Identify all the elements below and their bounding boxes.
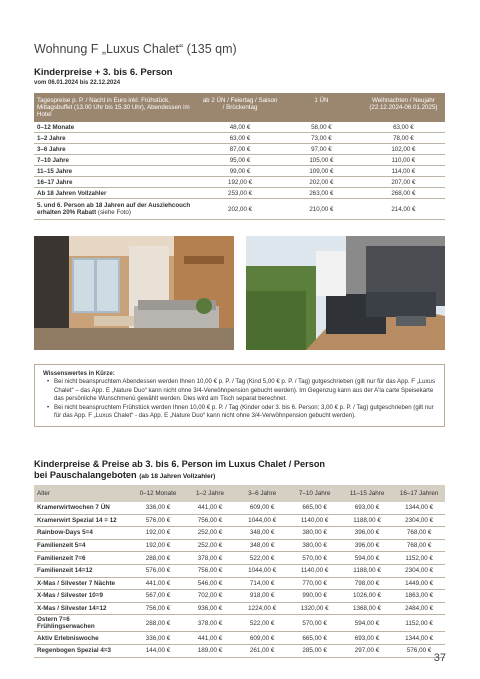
package-name: X-Mas / Silvester 14=12 [34,602,132,615]
price-cell: 441,00 € [184,502,236,514]
price-cell: 1152,00 € [393,552,445,565]
price-cell: 288,00 € [132,552,184,565]
price-cell: 2304,00 € [393,564,445,577]
price-cell: 102,00 € [362,144,445,155]
price-cell: 609,00 € [236,502,288,514]
row-label [34,199,199,220]
price-cell: 936,00 € [184,602,236,615]
page-title: Wohnung F „Luxus Chalet“ (135 qm) [34,42,237,56]
price-cell: 1368,00 € [341,602,393,615]
table2-header: 0–12 Monate [132,485,184,502]
section2-heading-line2-text: bei Pauschalangeboten [34,470,137,480]
price-cell: 1320,00 € [288,602,340,615]
price-cell: 594,00 € [341,552,393,565]
table2-row [34,527,445,540]
price-cell: 756,00 € [184,564,236,577]
price-cell: 1026,00 € [341,590,393,603]
row-label: 16–17 Jahre [34,177,199,188]
price-cell: 609,00 € [236,632,288,645]
table2-row [34,539,445,552]
price-cell: 1152,00 € [393,615,445,632]
price-cell: 297,00 € [341,644,393,657]
table2-row [34,514,445,527]
price-cell: 693,00 € [341,632,393,645]
price-cell: 63,00 € [362,122,445,133]
price-cell: 576,00 € [393,644,445,657]
price-cell: 1188,00 € [341,514,393,527]
price-cell: 1449,00 € [393,577,445,590]
price-cell: 192,00 € [199,177,281,188]
price-cell: 576,00 € [132,514,184,527]
table1-row [34,166,445,177]
package-name: Familienzeit 7=6 [34,552,132,565]
price-cell: 1188,00 € [341,564,393,577]
price-table-1 [34,93,445,220]
price-cell: 114,00 € [362,166,445,177]
table1-row [34,199,445,220]
package-name: Kramerwirtwochen 7 ÜN [34,502,132,514]
package-name: Regenbogen Spezial 4=3 [34,644,132,657]
table2-header: 11–15 Jahre [341,485,393,502]
price-cell: 378,00 € [184,552,236,565]
table1-header-2: 1 ÜN [281,93,362,122]
price-cell: 202,00 € [281,177,362,188]
table1-row [34,177,445,188]
price-cell: 522,00 € [236,552,288,565]
price-cell: 665,00 € [288,632,340,645]
price-cell: 441,00 € [184,632,236,645]
package-name: X-Mas / Silvester 7 Nächte [34,577,132,590]
package-name: Aktiv Erlebniswoche [34,632,132,645]
price-cell: 378,00 € [184,615,236,632]
price-cell: 396,00 € [341,539,393,552]
price-cell: 2484,00 € [393,602,445,615]
table1-row [34,188,445,199]
price-cell: 336,00 € [132,502,184,514]
row-label: 11–15 Jahre [34,166,199,177]
section1-heading: Kinderpreise + 3. bis 6. Person [34,67,173,78]
table1-row [34,144,445,155]
price-cell: 990,00 € [288,590,340,603]
price-cell: 95,00 € [199,155,281,166]
table1-header-0: Tagespreise p. P. / Nacht in Euro inkl. Frühstück, Mittagsbuffet (13.00 Uhr bis 15.30 Uhr), Abendessen im Hotel [34,93,199,122]
price-cell: 1140,00 € [288,514,340,527]
row-label: 3–6 Jahre [34,144,199,155]
price-cell: 48,00 € [199,122,281,133]
row-label-text: 5. und 6. Person ab 18 Jahren auf der Ausziehcouch erhalten 20% Rabatt [37,202,191,216]
price-cell: 546,00 € [184,577,236,590]
price-cell: 109,00 € [281,166,362,177]
section2-heading-line2 [34,470,215,482]
price-cell: 380,00 € [288,527,340,540]
package-name: Rainbow-Days 5=4 [34,527,132,540]
price-cell: 87,00 € [199,144,281,155]
table1-row [34,133,445,144]
price-cell: 253,00 € [199,188,281,199]
info-heading: Wissenswertes in Kürze: [43,370,115,377]
page-number: 37 [433,652,446,664]
price-cell: 99,00 € [199,166,281,177]
table2-row [34,615,445,632]
table2-row [34,590,445,603]
table2-row [34,552,445,565]
table2-row [34,502,445,514]
price-cell: 768,00 € [393,527,445,540]
price-cell: 576,00 € [132,564,184,577]
price-cell: 570,00 € [288,552,340,565]
info-item: • Bei nicht beanspruchtem Frühstück werden Ihnen 10,00 € p. P. / Tag (Kinder oder 3. bis 6. Person: 3,00 € p. P. / Tag) gutgeschrieben (gilt nur für das App. F „Luxus Chalet“ - das App. E „Nature Duo“ kann nicht ohne 3/4-Verwöhnpension gebucht werden). [49,404,438,421]
price-cell: 1044,00 € [236,564,288,577]
price-cell: 1044,00 € [236,514,288,527]
price-cell: 918,00 € [236,590,288,603]
price-cell: 693,00 € [341,502,393,514]
section2-heading: Kinderpreise & Preise ab 3. bis 6. Person im Luxus Chalet / Person [34,459,326,469]
section2-heading-note: (ab 18 Jahren Vollzahler) [139,473,216,480]
table1-row [34,122,445,133]
price-cell: 105,00 € [281,155,362,166]
price-cell: 702,00 € [184,590,236,603]
price-cell: 207,00 € [362,177,445,188]
price-cell: 110,00 € [362,155,445,166]
price-cell: 348,00 € [236,539,288,552]
price-cell: 1140,00 € [288,564,340,577]
price-cell: 63,00 € [199,133,281,144]
price-cell: 756,00 € [184,514,236,527]
table2-row [34,564,445,577]
price-cell: 1224,00 € [236,602,288,615]
package-name: Ostern 7=6 Frühlingserwachen [34,615,132,632]
row-label: 1–2 Jahre [34,133,199,144]
table2-row [34,602,445,615]
table2-row [34,632,445,645]
price-cell: 97,00 € [281,144,362,155]
table2-row [34,577,445,590]
price-cell: 252,00 € [184,539,236,552]
price-cell: 665,00 € [288,502,340,514]
price-cell: 1344,00 € [393,632,445,645]
price-cell: 1863,00 € [393,590,445,603]
price-cell: 263,00 € [281,188,362,199]
price-cell: 2304,00 € [393,514,445,527]
price-cell: 210,00 € [281,199,362,220]
package-name: Familienzeit 5=4 [34,539,132,552]
price-cell: 396,00 € [341,527,393,540]
row-label: 7–10 Jahre [34,155,199,166]
table2-header: 3–6 Jahre [236,485,288,502]
price-cell: 441,00 € [132,577,184,590]
info-box [34,364,445,427]
price-table-2 [34,485,445,658]
terrace-photo [246,236,445,350]
price-cell: 192,00 € [132,527,184,540]
table1-row [34,155,445,166]
price-cell: 768,00 € [393,539,445,552]
table2-header: 7–10 Jahre [288,485,340,502]
price-cell: 192,00 € [132,539,184,552]
table1-header-3: Weihnachten / Neujahr (22.12.2024-06.01.2025) [362,93,445,122]
row-label: Ab 18 Jahren Vollzahler [34,188,199,199]
price-cell: 261,00 € [236,644,288,657]
table2-row [34,644,445,657]
price-cell: 714,00 € [236,577,288,590]
price-cell: 756,00 € [132,602,184,615]
price-cell: 73,00 € [281,133,362,144]
price-cell: 202,00 € [199,199,281,220]
package-name: X-Mas / Silvester 10=9 [34,590,132,603]
price-cell: 567,00 € [132,590,184,603]
info-item: • Bei nicht beanspruchtem Abendessen werden Ihnen 10,00 € p. P. / Tag (Kind 5,00 € p. P. / Tag) gutgeschrieben (gilt nur für das App. F „Luxus Chalet“ – das App. E „Nature Duo“ kann nicht ohne 3/4-Verwöhnpension gebucht werden). Im Gegenzug kann aus der A'la carte Speisekarte das persönliche Wunschmenü gewählt werden. Dies wird am Tisch separat berechnet. [49,378,438,403]
price-cell: 189,00 € [184,644,236,657]
table2-header: 1–2 Jahre [184,485,236,502]
price-cell: 285,00 € [288,644,340,657]
table1-header-1: ab 2 ÜN / Feiertag / Saison / Brückentag [199,93,281,122]
price-cell: 522,00 € [236,615,288,632]
price-cell: 380,00 € [288,539,340,552]
price-cell: 1344,00 € [393,502,445,514]
price-cell: 252,00 € [184,527,236,540]
price-cell: 268,00 € [362,188,445,199]
row-label: 0–12 Monate [34,122,199,133]
info-list [43,378,438,420]
table2-header: Alter [34,485,132,502]
package-name: Kramerwirt Spezial 14 = 12 [34,514,132,527]
price-cell: 348,00 € [236,527,288,540]
price-cell: 78,00 € [362,133,445,144]
price-cell: 58,00 € [281,122,362,133]
table2-header: 16–17 Jahren [393,485,445,502]
living-room-photo [34,236,234,350]
section1-subheading: vom 06.01.2024 bis 22.12.2024 [34,80,121,86]
price-cell: 798,00 € [341,577,393,590]
row-label-note: (siehe Foto) [97,209,131,216]
price-cell: 770,00 € [288,577,340,590]
price-cell: 570,00 € [288,615,340,632]
price-cell: 288,00 € [132,615,184,632]
price-cell: 594,00 € [341,615,393,632]
price-cell: 144,00 € [132,644,184,657]
price-cell: 214,00 € [362,199,445,220]
package-name: Familienzeit 14=12 [34,564,132,577]
price-cell: 336,00 € [132,632,184,645]
